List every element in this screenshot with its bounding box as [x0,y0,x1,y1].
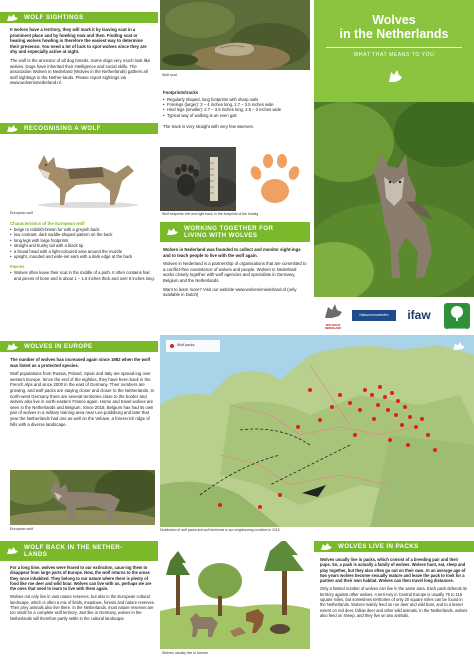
footprints-item: • Regularly shaped, long footprints with sharp nails [163,97,311,102]
footprints-item: • Typical way of walking is an even gait [163,113,311,118]
wolf-head-icon [6,124,19,133]
wolves-live-in-packs-heading [314,541,474,552]
wolf-back-heading [0,541,158,561]
european-wolf-caption: European wolf [10,211,33,215]
europe-wolf-caption: European wolf [10,527,33,531]
wolf-head-icon [452,341,466,351]
wolf-scat-caption: Wolf scat [162,73,177,77]
ifaw-logo-text: ifaw [407,308,431,322]
working-para3: Want to learn more? Visit our website www.wolveninnederland.nl (only available in Dutch) [163,286,297,298]
wolf-sightings-para2: The wolf is the ancestor of all dog breeds. Some dogs very much look like wolves. Dogs have inherited their intelligence and social skills. The association Wolven in Nederland (Wolves in the Netherlands) gathers all wolf sightings in the Nether-lands. Please report sightings via www.wolveninnederland.nl. [10,57,151,86]
forest-wildlife-illustration [160,541,310,649]
faeces-title: Faeces [10,264,25,270]
wolf-back-heading-line2: LANDS [24,551,48,558]
cover-title-block [314,0,474,102]
characteristics-title: Characteristics of the European wolf [10,221,85,226]
working-together-heading [160,222,310,242]
footprints-list [163,97,311,119]
cover-wolf-photo [314,102,474,297]
wolf-sightings-heading [0,12,158,23]
working-heading-line1: WORKING TOGETHER FOR [184,225,274,232]
wolf-back-para1: For a long time, wolves were feared to our extinction, caus-ing them to disappear from large parts of Europe. Now, the wolf returns to the areas they once inhabited. They belong to our nature where there is plenty of food like roe deer and wild boar. Wolves can live with us, perhaps we are the ones that need to learn to live with them again. [10,565,152,592]
characteristic-item: • a broad head with a light-coloured area around the muzzle [10,249,155,254]
characteristic-item: • straight and bushy tail with a black tip [10,243,155,248]
footprints-title: Footprints/tracks [163,90,199,95]
footprints-item: • Forelegs (larger): 3 – 4 inches long, 2.7 – 3.5 inches wide [163,102,311,107]
footprints-note: The track is very straight with very few swerves. [163,124,254,130]
zoogdiervereniging-logo[interactable] [444,303,470,329]
europe-para1: The number of wolves has increased again since 1982 when the wolf was listed as a protected species. [10,357,151,368]
characteristics-block [10,221,155,281]
wolf-back-para2: Wolves not only live in vast nature reserves, but also in the European cultural landscape, which is often a mix of fields, meadows, forests and nature reserves. Their prey animals also live there. In the Netherlands, most nature reserves are too small for a complete wolf territory. Just like in Germany, wolves in the Netherlands will therefore partly settle in the cultural landscape. [10,594,155,621]
wolf-head-icon [6,13,19,22]
recognising-heading-text: RECOGNISING A WOLF [24,125,101,132]
wolf-sightings-heading-text: WOLF SIGHTINGS [24,14,84,21]
wolf-scat-photo [160,0,310,70]
characteristic-item: • long legs with large footprints [10,238,155,243]
ifaw-logo[interactable] [402,305,436,325]
wolf-track-photo [160,147,236,211]
working-together-body [163,247,308,301]
europe-distribution-map [160,335,474,527]
packs-para2: Only a limited number of wolves can live in the same area. Each pack defends its territory against other wolves. A terri-tory in Central Europe is usually 75 to 115 square miles, but sometimes territories of only 20 square miles can be found in the Netherlands. Wolves mainly feed on roe deer and wild boar, and to a lesser extent on red deer, fallow deer and other wild animals. In the Netherlands, wolves also feed on sheep, and they live on two animals. [320,586,468,618]
faeces-item: • Wolves often leave their scat in the middle of a path. It often contains hair and pieces of bone and is about 1 – 1.6 inches thick and over 8 inches long. [10,270,155,281]
map-caption: Distribution of wolf packs and wolf territories in our neighbouring countries in 2018 [160,528,280,532]
zoogdiervereniging-logo-text: Zoogdiervereniging [447,328,467,330]
recognising-heading [0,123,158,134]
working-para1: Wolven in Nederland was founded to collect and monitor sight-ings and to teach people to live with the wolf again. [163,247,301,258]
europe-wolf-photo [10,470,155,525]
characteristic-item: • upright, rounded and wide-set ears with a dark edge at the back [10,254,155,259]
wolven-logo-text: WOLVEN IN NEDERLAND [324,324,342,330]
characteristics-list [10,227,155,259]
working-para2: Wolven in Nederland is a partnership of organisations that are committed to a conflict-free coexistence of wolves and people. Wolven in Nederland works closely together with wolf agencies and specialists in Germany, Belgium and the Netherlands. [163,261,307,283]
wolf-head-icon [320,542,333,551]
wolf-head-icon [6,546,19,555]
logos-row [314,301,474,331]
tree-logo-icon [444,303,470,323]
cover-title-line2: in the Netherlands [339,27,449,41]
footprints-section [163,90,311,130]
wolven-in-nederland-logo[interactable] [318,303,348,329]
wolf-back-heading-line1: WOLF BACK IN THE NETHER- [24,544,123,551]
wolf-back-heading-text [24,544,123,558]
wolves-live-in-packs-body [320,557,468,621]
faeces-list [10,270,155,281]
wolf-track-drawing [240,147,310,211]
forest-illustration-caption: Wolves usually live in forests [162,651,208,655]
wolf-sightings-body [10,27,152,89]
european-wolf-illustration [10,137,150,209]
map-legend-text: Wolf packs [177,343,195,347]
cover-subtitle: WHAT THAT MEANS TO YOU [353,52,435,58]
wolves-in-europe-heading-text: WOLVES IN EUROPE [24,343,93,350]
characteristic-item: • beige to reddish-brown fur with a greyish back [10,227,155,232]
cover-title [314,13,474,41]
wolf-sightings-para1: It wolves have a territory, they will mark it by leaving scat in a prominent place and by howling now and then. Finding scat or hearing wolves howling is therefore the easiest way to determine their presence. You need a lot of luck to spot wolves since they are shy and especially active at night. [10,27,147,55]
wolves-live-in-packs-heading-text: WOLVES LIVE IN PACKS [338,543,419,550]
wolves-in-europe-body [10,357,155,430]
working-heading-line2: LIVING WITH WOLVES [184,232,258,239]
europe-para2: Wolf populations from Russia, Poland, Spain and Italy are spread-ing over western Europe. Since the end of the eighties, they have been back in the French Alps and since 2000 in the east of Germany. Their numbers are growing, and wolf packs are staying closer and closer to the Netherlands. In north-west Germany there are several territories close to the border and wolves also live in north-eastern France again. Home and travel wolves are seen in the Netherlands and Belgium. Since 2018, Belgium has had its own pair of wolves in a military training area near Leo-poldsburg and later that year the Netherlands had one as well on the Veluwe, a forest-rich ridge of hills with a diverse landscape. [10,371,155,427]
wolf-back-body [10,565,155,624]
cover-title-line1: Wolves [372,13,416,27]
wolves-in-europe-heading [0,341,158,352]
wolf-head-icon [166,227,179,236]
wolf-logo-icon [323,303,343,319]
wolf-head-icon [6,342,19,351]
natuurmonumenten-logo[interactable] [352,310,396,321]
working-together-heading-text [184,225,273,239]
wolf-head-icon [387,69,403,83]
footprints-item: • Hind legs (smaller): 2.7 – 3.5 inches long, 2.5 – 3 inches wide [163,107,311,112]
packs-para1: Wolves usually live in packs, which consist of a breeding pair and their pups. So, a pack is actually a family of wolves. Wolves hunt, eat, sleep and play together, but they also often go out on their own. At an average age of two years wolves become sexually mature and leave the pack to look for a partner and their own habitat. Wolves can then travel long distances. [320,557,466,584]
natuurmonumenten-logo-text: Natuurmonumenten [359,313,389,317]
wolf-track-caption: Wolf footprints: left and right track, in the footprints of the foreleg [162,212,259,216]
characteristic-item: • low contrast, dark saddle-shaped pattern on the back [10,232,155,237]
